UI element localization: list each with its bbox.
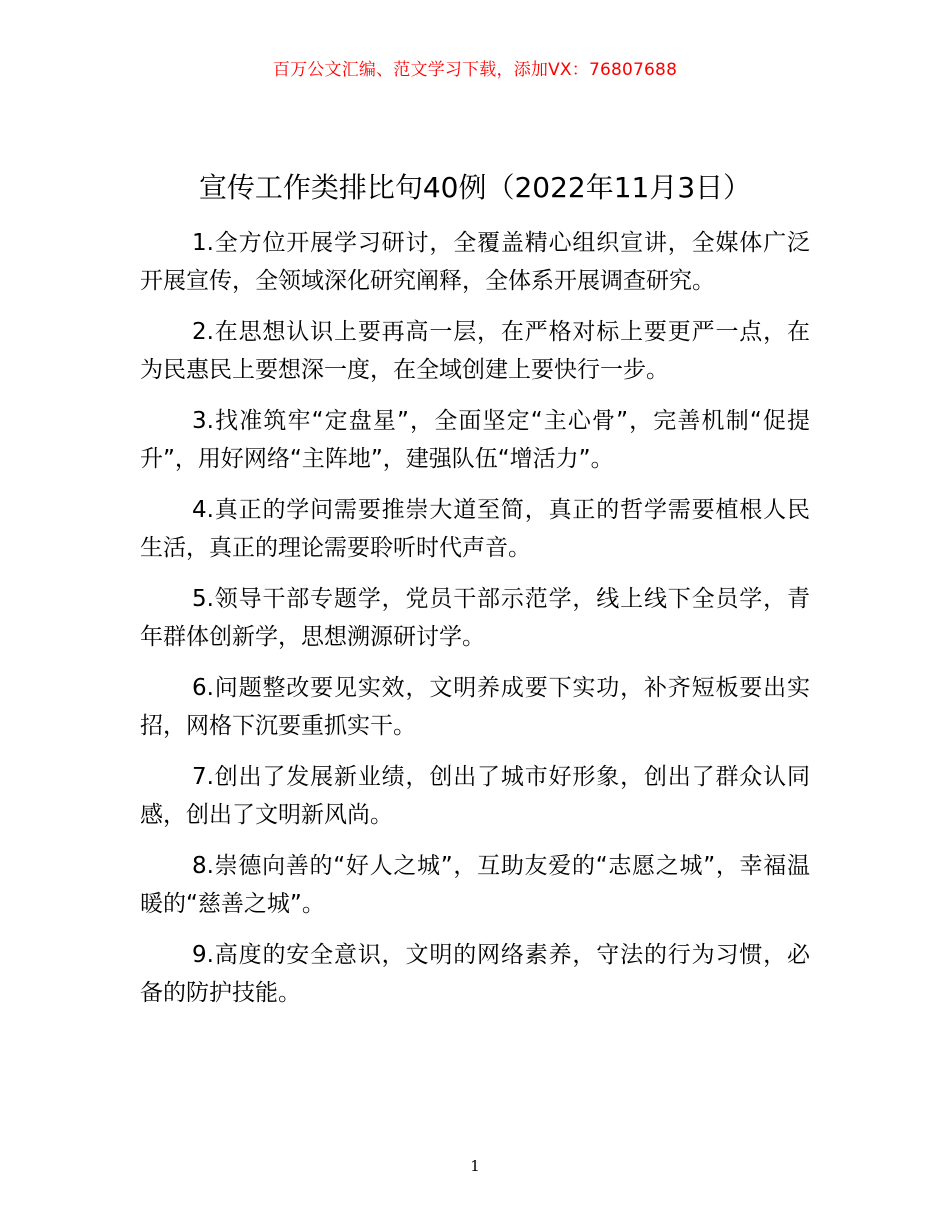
paragraph-4: 4.真正的学问需要推崇大道至简，真正的哲学需要植根人民生活，真正的理论需要聆听时代声音。 — [140, 497, 810, 561]
paragraph-9: 9.高度的安全意识，文明的网络素养，守法的行为习惯，必备的防护技能。 — [140, 942, 810, 1006]
page-number: 1 — [470, 1157, 480, 1175]
paragraph-3: 3.找准筑牢“定盘星”，全面坚定“主心骨”，完善机制“促提升”，用好网络“主阵地”，建强队伍“增活力”。 — [140, 408, 810, 472]
header-watermark-note: 百万公文汇编、范文学习下载，添加VX：76807688 — [272, 60, 678, 80]
paragraph-2: 2.在思想认识上要再高一层，在严格对标上要更严一点，在为民惠民上要想深一度，在全域创建上要快行一步。 — [140, 319, 810, 383]
paragraph-8: 8.崇德向善的“好人之城”，互助友爱的“志愿之城”，幸福温暖的“慈善之城”。 — [140, 853, 810, 917]
document-title: 宣传工作类排比句40例（2022年11月3日） — [198, 171, 752, 204]
paragraph-6: 6.问题整改要见实效，文明养成要下实功，补齐短板要出实招，网格下沉要重抓实干。 — [140, 675, 810, 739]
paragraph-7: 7.创出了发展新业绩，创出了城市好形象，创出了群众认同感，创出了文明新风尚。 — [140, 764, 810, 828]
paragraph-5: 5.领导干部专题学，党员干部示范学，线上线下全员学，青年群体创新学，思想溯源研讨学。 — [140, 586, 810, 650]
document-body — [140, 224, 810, 1025]
paragraph-1: 1.全方位开展学习研讨，全覆盖精心组织宣讲，全媒体广泛开展宣传，全领域深化研究阐释，全体系开展调查研究。 — [140, 230, 810, 294]
